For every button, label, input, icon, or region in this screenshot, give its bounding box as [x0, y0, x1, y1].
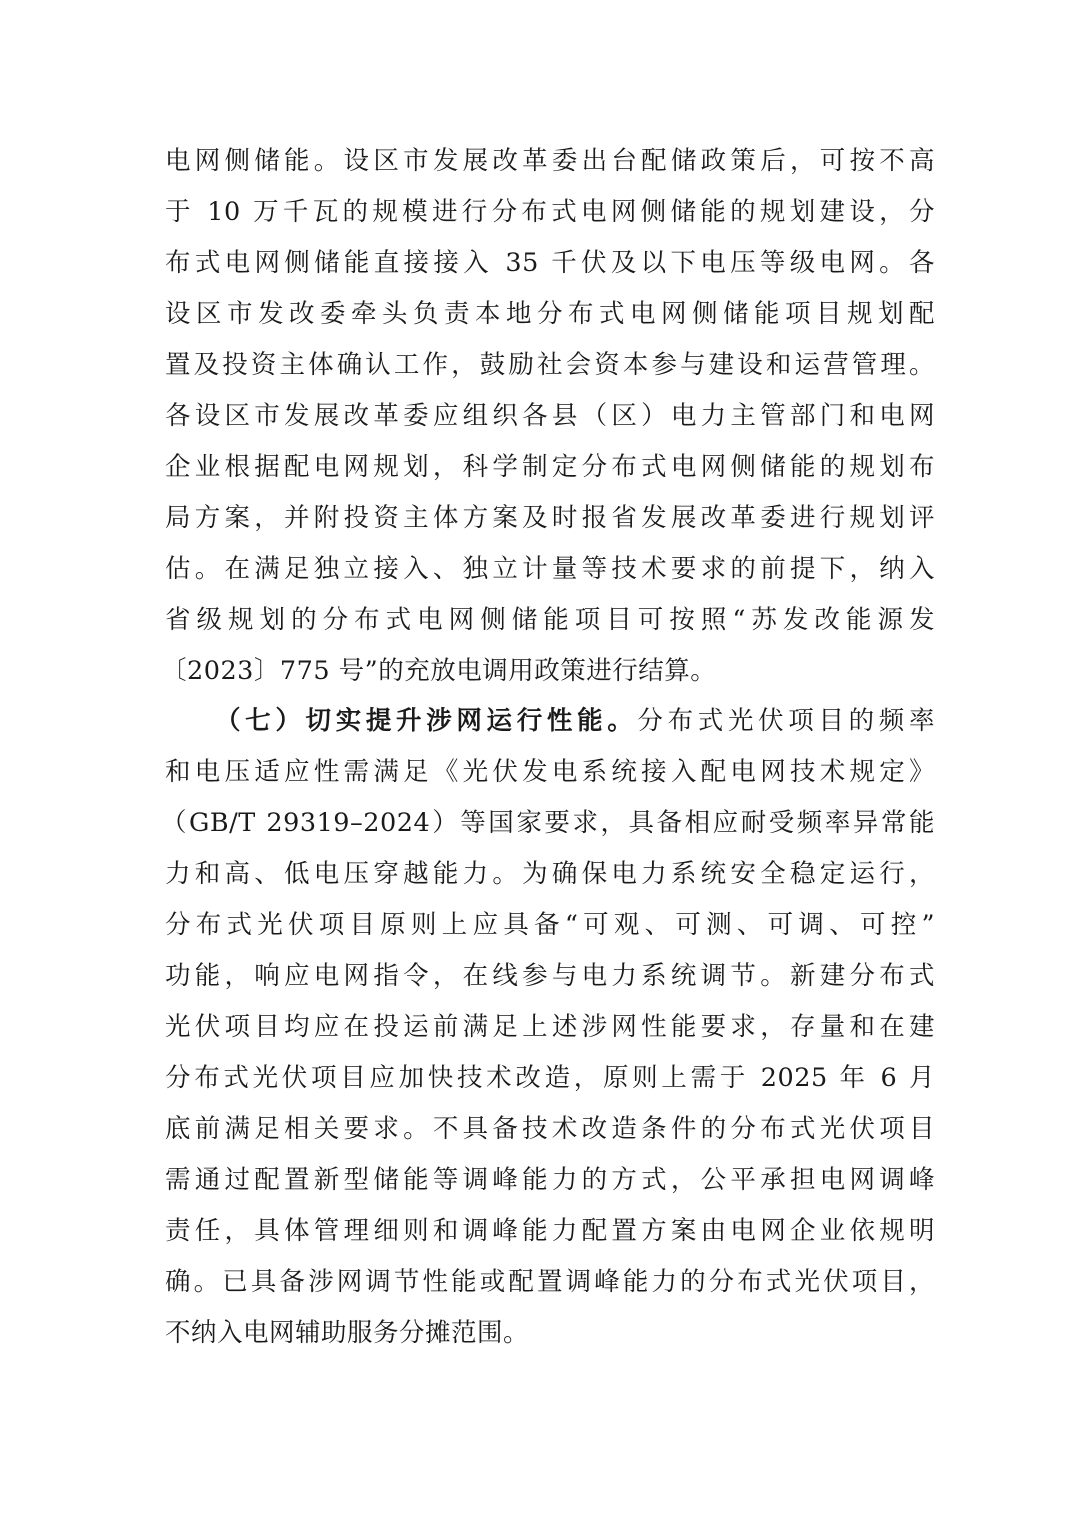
text-line: 电网侧储能。设区市发展改革委出台配储政策后，可按不高 [165, 146, 935, 176]
text-line: 和电压适应性需满足《光伏发电系统接入配电网技术规定》 [165, 757, 935, 787]
paragraph-energy-storage [161, 136, 935, 697]
text-line: 省级规划的分布式电网侧储能项目可按照“苏发改能源发 [165, 605, 935, 635]
text-line: 布式电网侧储能直接接入 35 千伏及以下电压等级电网。各 [165, 248, 935, 278]
text-line: 设区市发改委牵头负责本地分布式电网侧储能项目规划配 [165, 299, 935, 329]
text-line: 功能，响应电网指令，在线参与电力系统调节。新建分布式 [165, 961, 935, 991]
text-line: 力和高、低电压穿越能力。为确保电力系统安全稳定运行， [165, 859, 935, 889]
text-line: 〔2023〕775 号”的充放电调用政策进行结算。 [161, 656, 717, 686]
text-line: 责任，具体管理细则和调峰能力配置方案由电网企业依规明 [165, 1216, 935, 1246]
text-line: 光伏项目均应在投运前满足上述涉网性能要求，存量和在建 [165, 1012, 935, 1042]
text-line: 底前满足相关要求。不具备技术改造条件的分布式光伏项目 [165, 1114, 935, 1144]
text-line: 需通过配置新型储能等调峰能力的方式，公平承担电网调峰 [165, 1165, 935, 1195]
text-line: 分布式光伏项目原则上应具备“可观、可测、可调、可控” [165, 910, 935, 940]
text-line: 各设区市发展改革委应组织各县（区）电力主管部门和电网 [165, 401, 935, 431]
text-line: 确。已具备涉网调节性能或配置调峰能力的分布式光伏项目， [165, 1267, 935, 1297]
text-line: （GB/T 29319–2024）等国家要求，具备相应耐受频率异常能 [161, 808, 935, 838]
paragraph-grid-performance [161, 696, 935, 1359]
text-line: 于 10 万千瓦的规模进行分布式电网侧储能的规划建设，分 [165, 197, 935, 227]
text-line: 企业根据配电网规划，科学制定分布式电网侧储能的规划布 [165, 452, 935, 482]
text-span: 分布式光伏项目的频率 [637, 706, 935, 736]
text-line: 局方案，并附投资主体方案及时报省发展改革委进行规划评 [165, 503, 935, 533]
section-heading: （七）切实提升涉网运行性能。 [215, 706, 638, 736]
text-line: 分布式光伏项目应加快技术改造，原则上需于 2025 年 6 月 [165, 1063, 935, 1093]
text-line: 不纳入电网辅助服务分摊范围。 [165, 1318, 530, 1348]
text-line: 置及投资主体确认工作，鼓励社会资本参与建设和运营管理。 [165, 350, 935, 380]
text-line-first [165, 696, 935, 747]
text-line: 估。在满足独立接入、独立计量等技术要求的前提下，纳入 [165, 554, 935, 584]
